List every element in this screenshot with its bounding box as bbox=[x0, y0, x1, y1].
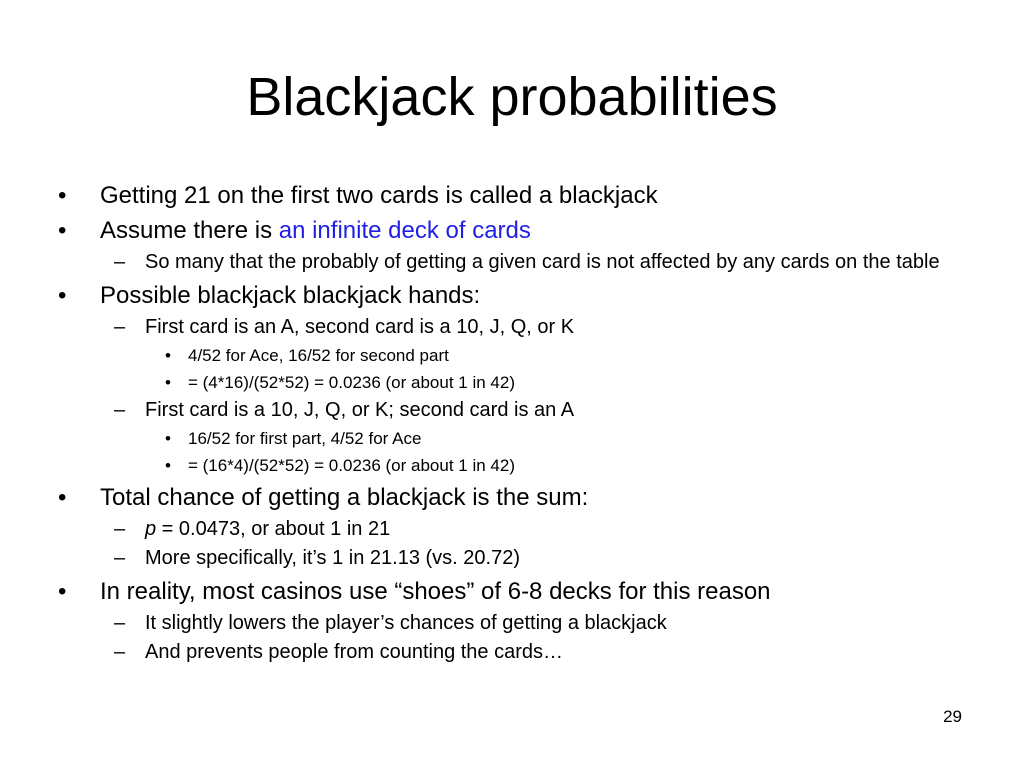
bullet-item bbox=[58, 279, 988, 313]
sub-sub-bullet-marker: • bbox=[165, 346, 171, 365]
sub-bullet-marker: – bbox=[114, 316, 126, 338]
bullet-item bbox=[58, 481, 988, 515]
sub-bullet-marker: – bbox=[114, 547, 126, 569]
sub-sub-bullet-text: = (4*16)/(52*52) = 0.0236 (or about 1 in 42) bbox=[188, 373, 515, 392]
bullet-item bbox=[58, 214, 988, 248]
bullet-text: Assume there is bbox=[100, 217, 279, 244]
sub-sub-bullet-item bbox=[58, 454, 988, 478]
sub-bullet-marker: – bbox=[114, 612, 126, 634]
sub-bullet-item bbox=[58, 315, 988, 339]
sub-sub-bullet-text: = (16*4)/(52*52) = 0.0236 (or about 1 in 42) bbox=[188, 456, 515, 475]
highlighted-text: an infinite deck of cards bbox=[278, 217, 531, 244]
sub-bullet-marker: – bbox=[114, 641, 126, 663]
sub-sub-bullet-item bbox=[58, 344, 988, 368]
sub-sub-bullet-marker: • bbox=[165, 429, 171, 448]
bullet-marker: • bbox=[58, 282, 67, 309]
sub-bullet-marker: – bbox=[114, 399, 126, 421]
bullet-text: In reality, most casinos use “shoes” of 6-8 decks for this reason bbox=[100, 578, 771, 605]
sub-bullet-item bbox=[58, 640, 988, 664]
sub-bullet-text: First card is a 10, J, Q, or K; second card is an A bbox=[145, 399, 575, 421]
sub-sub-bullet-marker: • bbox=[165, 456, 171, 475]
bullet-item bbox=[58, 575, 988, 609]
sub-sub-bullet-item bbox=[58, 427, 988, 451]
bullet-text: Getting 21 on the first two cards is called a blackjack bbox=[100, 182, 658, 209]
sub-sub-bullet-marker: • bbox=[165, 373, 171, 392]
sub-bullet-marker: – bbox=[114, 251, 126, 273]
sub-bullet-text: It slightly lowers the player’s chances of getting a blackjack bbox=[145, 612, 667, 634]
variable-p: p bbox=[145, 518, 157, 540]
slide-body bbox=[58, 178, 988, 669]
sub-bullet-item bbox=[58, 517, 988, 541]
sub-bullet-text: More specifically, it’s 1 in 21.13 (vs. 20.72) bbox=[145, 547, 520, 569]
bullet-marker: • bbox=[58, 217, 67, 244]
bullet-marker: • bbox=[58, 484, 67, 511]
sub-sub-bullet-text: 4/52 for Ace, 16/52 for second part bbox=[188, 346, 449, 365]
sub-bullet-item bbox=[58, 611, 988, 635]
sub-bullet-text: = 0.0473, or about 1 in 21 bbox=[156, 518, 391, 540]
slide-title: Blackjack probabilities bbox=[246, 67, 778, 127]
sub-sub-bullet-text: 16/52 for first part, 4/52 for Ace bbox=[188, 429, 422, 448]
sub-bullet-marker: – bbox=[114, 518, 126, 540]
bullet-marker: • bbox=[58, 578, 67, 605]
bullet-text: Possible blackjack blackjack hands: bbox=[100, 282, 481, 309]
bullet-text: Total chance of getting a blackjack is the sum: bbox=[100, 484, 589, 511]
sub-bullet-text: First card is an A, second card is a 10, J, Q, or K bbox=[145, 316, 575, 338]
sub-sub-bullet-item bbox=[58, 371, 988, 395]
sub-bullet-item bbox=[58, 250, 988, 274]
sub-bullet-item bbox=[58, 398, 988, 422]
bullet-marker: • bbox=[58, 182, 67, 209]
page-number: 29 bbox=[943, 707, 962, 726]
sub-bullet-item bbox=[58, 546, 988, 570]
bullet-item bbox=[58, 179, 988, 213]
sub-bullet-text: And prevents people from counting the cards… bbox=[145, 641, 564, 663]
sub-bullet-text: So many that the probably of getting a given card is not affected by any cards on the table bbox=[145, 251, 940, 273]
